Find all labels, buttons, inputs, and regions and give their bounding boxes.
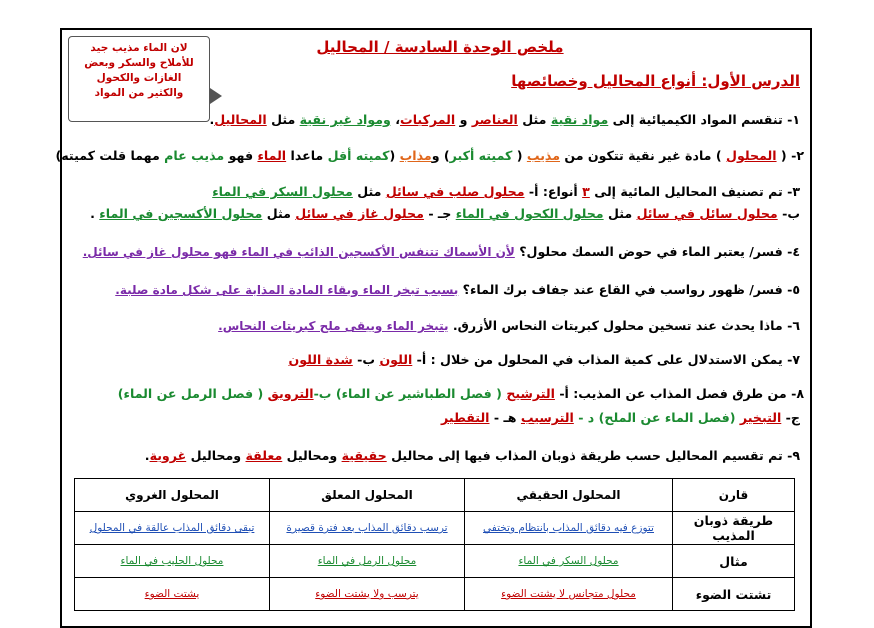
text: ٢- ( <box>776 148 804 163</box>
item-8b <box>441 410 800 425</box>
text: فهو <box>224 148 258 163</box>
answer: العناصر <box>471 112 518 127</box>
answer: غروية <box>149 448 187 463</box>
item-3 <box>212 184 800 199</box>
answer: محلول صلب في سائل <box>385 184 525 199</box>
answer: المركبات <box>400 112 456 127</box>
answer: مذاب <box>399 148 432 163</box>
note-line: والكثير من المواد <box>94 87 184 99</box>
answer: المحلول <box>726 148 777 163</box>
item-5 <box>115 282 800 297</box>
item-3b <box>90 206 800 221</box>
text: مثل <box>266 112 300 127</box>
answer: لأن الأسماك تتنفس الأكسجين الذائب في الماء فهو محلول غاز في سائل. <box>82 245 515 259</box>
item-8 <box>118 386 804 401</box>
text: مثل <box>262 206 296 221</box>
row-header: مثال <box>673 545 795 578</box>
table-cell: ترسب دقائق المذاب بعد فترة قصيرة <box>270 512 465 545</box>
text: مثل <box>352 184 386 199</box>
text: ٣- تم تصنيف المحاليل المائية إلى <box>589 184 800 199</box>
answer: معلقة <box>245 448 283 463</box>
table-cell: محلول السكر في الماء <box>465 545 673 578</box>
table-cell: تبقى دقائق المذاب عالقة في المحلول <box>75 512 270 545</box>
question: ٦- ماذا يحدث عند تسخين محلول كبريتات النحاس الأزرق. <box>448 318 800 333</box>
answer: محلول السكر في الماء <box>212 184 353 199</box>
table-header: قارن <box>673 479 795 512</box>
table-cell: محلول متجانس لا يشتت الضوء <box>465 578 673 611</box>
item-6 <box>218 318 800 333</box>
text: . <box>144 448 150 463</box>
table-cell: يشتت الضوء <box>75 578 270 611</box>
text: مثل <box>603 206 637 221</box>
text: مهما قلت كميته) <box>55 148 165 163</box>
text: هـ - <box>489 410 521 425</box>
table-row <box>75 545 795 578</box>
text: (فصل الماء عن الملح) د - <box>573 410 740 425</box>
table-header: المحلول الغروي <box>75 479 270 512</box>
answer: المحاليل <box>214 112 267 127</box>
table-cell: محلول الحليب في الماء <box>75 545 270 578</box>
text: ( فصل الطباشير عن الماء) ب- <box>313 386 507 401</box>
text: ومحاليل <box>282 448 342 463</box>
question: ٥- فسر/ ظهور رواسب في القاع عند جفاف برك الماء؟ <box>458 282 800 297</box>
answer: يتبخر الماء ويبقى ملح كبريتات النحاس. <box>218 319 449 333</box>
text: . <box>90 206 100 221</box>
note-line: للأملاح والسكر وبعض <box>84 57 194 69</box>
answer: محلول غاز في سائل <box>295 206 424 221</box>
callout-note <box>68 36 210 122</box>
table-cell: محلول الرمل في الماء <box>270 545 465 578</box>
answer: كميته أكبر <box>449 148 517 163</box>
comparison-table <box>74 478 795 611</box>
answer: مذيب <box>526 148 561 163</box>
answer: ٣ <box>582 184 590 199</box>
row-header: طريقة ذوبان المذيب <box>673 512 795 545</box>
text: ) مادة غير نقية تتكون من <box>560 148 727 163</box>
item-1 <box>210 112 801 127</box>
table-row <box>75 578 795 611</box>
text: ١- تنقسم المواد الكيميائية إلى <box>608 112 800 127</box>
answer: محلول الأكسجين في الماء <box>99 206 263 221</box>
text: ب- <box>777 206 800 221</box>
table-cell: يترسب ولا يشتت الضوء <box>270 578 465 611</box>
answer: الترويق <box>267 386 314 401</box>
text: ٩- تم تقسيم المحاليل حسب طريقة ذوبان المذاب فيها إلى محاليل <box>386 448 800 463</box>
text: ماعدا <box>286 148 328 163</box>
text: ومحاليل <box>186 448 246 463</box>
answer: التبخير <box>739 410 782 425</box>
table-header-row <box>75 479 795 512</box>
answer: كميته أقل <box>327 148 390 163</box>
question: ٤- فسر/ يعتبر الماء في حوض السمك محلول؟ <box>514 244 800 259</box>
text: ٧- يمكن الاستدلال على كمية المذاب في المحلول من خلال : أ- <box>412 352 800 367</box>
answer: حقيقية <box>341 448 387 463</box>
page-title: ملخص الوحدة السادسة / المحاليل <box>316 38 564 56</box>
row-header: تشتت الضوء <box>673 578 795 611</box>
answer: مذيب عام <box>164 148 225 163</box>
text: جـ - <box>423 206 456 221</box>
item-7 <box>288 352 800 367</box>
text: ( فصل الرمل عن الماء) <box>117 386 268 401</box>
answer: شدة اللون <box>288 352 353 367</box>
item-9 <box>145 448 800 463</box>
answer: الماء <box>257 148 287 163</box>
answer: اللون <box>379 352 413 367</box>
answer: محلول الكحول في الماء <box>455 206 604 221</box>
text: ) و <box>431 148 450 163</box>
text: ، <box>390 112 401 127</box>
answer: التقطير <box>441 410 490 425</box>
answer: الترسيب <box>520 410 574 425</box>
table-row <box>75 512 795 545</box>
table-cell: تتوزع فيه دقائق المذاب بانتظام وتختفي <box>465 512 673 545</box>
answer: ومواد غير نقية <box>299 112 391 127</box>
answer: بسبب تبخر الماء وبقاء المادة المذابة على شكل مادة صلبة. <box>115 283 459 297</box>
text: ٨- من طرق فصل المذاب عن المذيب: أ- <box>554 386 804 401</box>
text: مثل <box>517 112 551 127</box>
text: أنواع: أ- <box>524 184 583 199</box>
text: ب- <box>352 352 380 367</box>
answer: الترشيح <box>506 386 555 401</box>
table-header: المحلول المعلق <box>270 479 465 512</box>
text: ( <box>516 148 527 163</box>
note-line: لان الماء مذيب جيد <box>90 42 188 54</box>
answer: محلول سائل في سائل <box>636 206 778 221</box>
text: . <box>209 112 215 127</box>
text: و <box>455 112 472 127</box>
item-4 <box>83 244 800 259</box>
answer: مواد نقية <box>550 112 609 127</box>
callout-tail <box>210 88 222 104</box>
table-header: المحلول الحقيقي <box>465 479 673 512</box>
lesson-heading: الدرس الأول: أنواع المحاليل وخصائصها <box>511 72 800 90</box>
note-line: الغازات والكحول <box>96 72 182 84</box>
text: ( <box>389 148 400 163</box>
item-2 <box>56 148 804 163</box>
text: ج- <box>781 410 800 425</box>
